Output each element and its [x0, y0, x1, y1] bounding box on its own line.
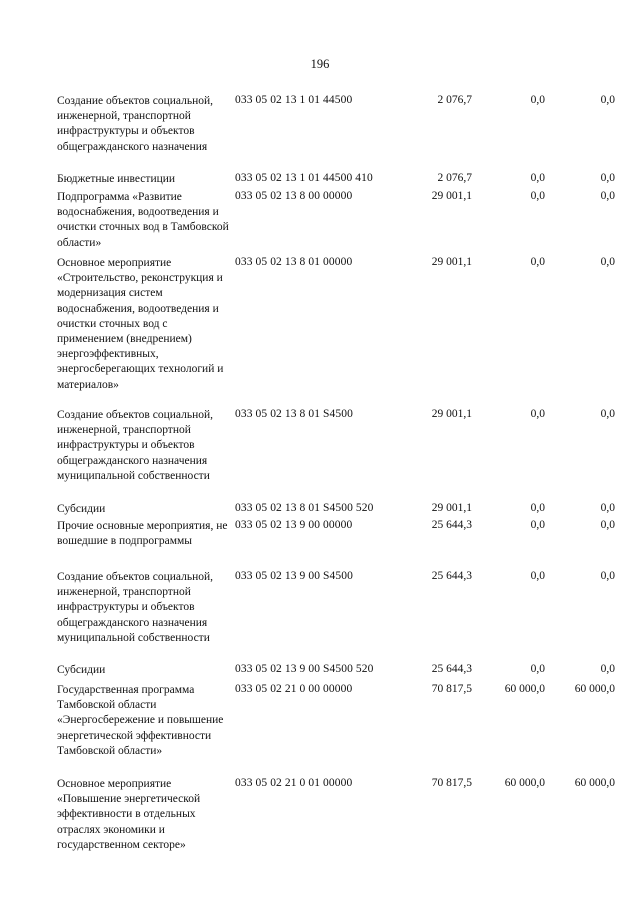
row-value-2: 0,0 — [530, 663, 545, 675]
row-value-1: 2 076,7 — [437, 172, 472, 184]
row-value-1: 2 076,7 — [437, 94, 472, 106]
row-value-2: 60 000,0 — [504, 683, 545, 695]
row-code: 033 05 02 13 9 00 S4500 520 — [235, 663, 374, 675]
row-value-2: 0,0 — [530, 408, 545, 420]
row-code: 033 05 02 13 8 01 S4500 520 — [235, 502, 374, 514]
row-value-2: 0,0 — [530, 519, 545, 531]
row-code: 033 05 02 13 1 01 44500 410 — [235, 172, 373, 184]
row-name: Субсидии — [57, 664, 106, 676]
row-value-2: 60 000,0 — [504, 777, 545, 789]
row-value-1: 25 644,3 — [431, 663, 472, 675]
row-name: Основное мероприятие «Строительство, реконструкция и модернизация систем водоснабжения, водоотведения и очистки сточных вод с применением (внедрением) энергоэффективных, энергосберегающих технологий и материалов» — [57, 257, 224, 391]
row-code: 033 05 02 13 8 01 S4500 — [235, 408, 353, 420]
row-value-3: 60 000,0 — [574, 777, 615, 789]
row-code: 033 05 02 13 9 00 S4500 — [235, 570, 353, 582]
row-value-3: 0,0 — [600, 190, 615, 202]
row-value-1: 29 001,1 — [431, 502, 472, 514]
row-value-3: 0,0 — [600, 172, 615, 184]
row-value-3: 60 000,0 — [574, 683, 615, 695]
row-code: 033 05 02 21 0 00 00000 — [235, 683, 353, 695]
row-name: Создание объектов социальной, инженерной, транспортной инфраструктуры и объектов общегражданского назначения муниципальной собственности — [57, 571, 214, 644]
row-value-3: 0,0 — [600, 502, 615, 514]
row-name: Основное мероприятие «Повышение энергетической эффективности в отдельных отраслях экономики и государственном секторе» — [57, 778, 201, 851]
row-value-2: 0,0 — [530, 256, 545, 268]
row-value-2: 0,0 — [530, 190, 545, 202]
row-value-2: 0,0 — [530, 570, 545, 582]
row-code: 033 05 02 13 8 00 00000 — [235, 190, 353, 202]
row-name: Прочие основные мероприятия, не вошедшие в подпрограммы — [57, 520, 228, 548]
row-value-3: 0,0 — [600, 570, 615, 582]
row-value-1: 29 001,1 — [431, 190, 472, 202]
row-value-1: 70 817,5 — [431, 683, 472, 695]
row-name: Бюджетные инвестиции — [57, 173, 176, 185]
row-value-2: 0,0 — [530, 172, 545, 184]
row-value-1: 29 001,1 — [431, 408, 472, 420]
row-value-2: 0,0 — [530, 502, 545, 514]
row-code: 033 05 02 13 8 01 00000 — [235, 256, 353, 268]
row-value-1: 25 644,3 — [431, 570, 472, 582]
row-name: Создание объектов социальной, инженерной, транспортной инфраструктуры и объектов общегражданского назначения — [57, 95, 214, 153]
row-value-1: 25 644,3 — [431, 519, 472, 531]
row-value-3: 0,0 — [600, 663, 615, 675]
row-value-3: 0,0 — [600, 519, 615, 531]
row-code: 033 05 02 13 9 00 00000 — [235, 519, 353, 531]
row-value-3: 0,0 — [600, 408, 615, 420]
row-name: Создание объектов социальной, инженерной, транспортной инфраструктуры и объектов общегражданского назначения муниципальной собственности — [57, 409, 214, 482]
page-number: 196 — [310, 57, 330, 71]
row-name: Субсидии — [57, 503, 106, 515]
row-value-3: 0,0 — [600, 94, 615, 106]
row-value-3: 0,0 — [600, 256, 615, 268]
row-name: Государственная программа Тамбовской области «Энергосбережение и повышение энергетической эффективности Тамбовской области» — [57, 684, 224, 757]
row-value-2: 0,0 — [530, 94, 545, 106]
row-code: 033 05 02 21 0 01 00000 — [235, 777, 353, 789]
row-value-1: 70 817,5 — [431, 777, 472, 789]
row-code: 033 05 02 13 1 01 44500 — [235, 94, 353, 106]
row-value-1: 29 001,1 — [431, 256, 472, 268]
row-name: Подпрограмма «Развитие водоснабжения, водоотведения и очистки сточных вод в Тамбовской области» — [57, 191, 229, 249]
